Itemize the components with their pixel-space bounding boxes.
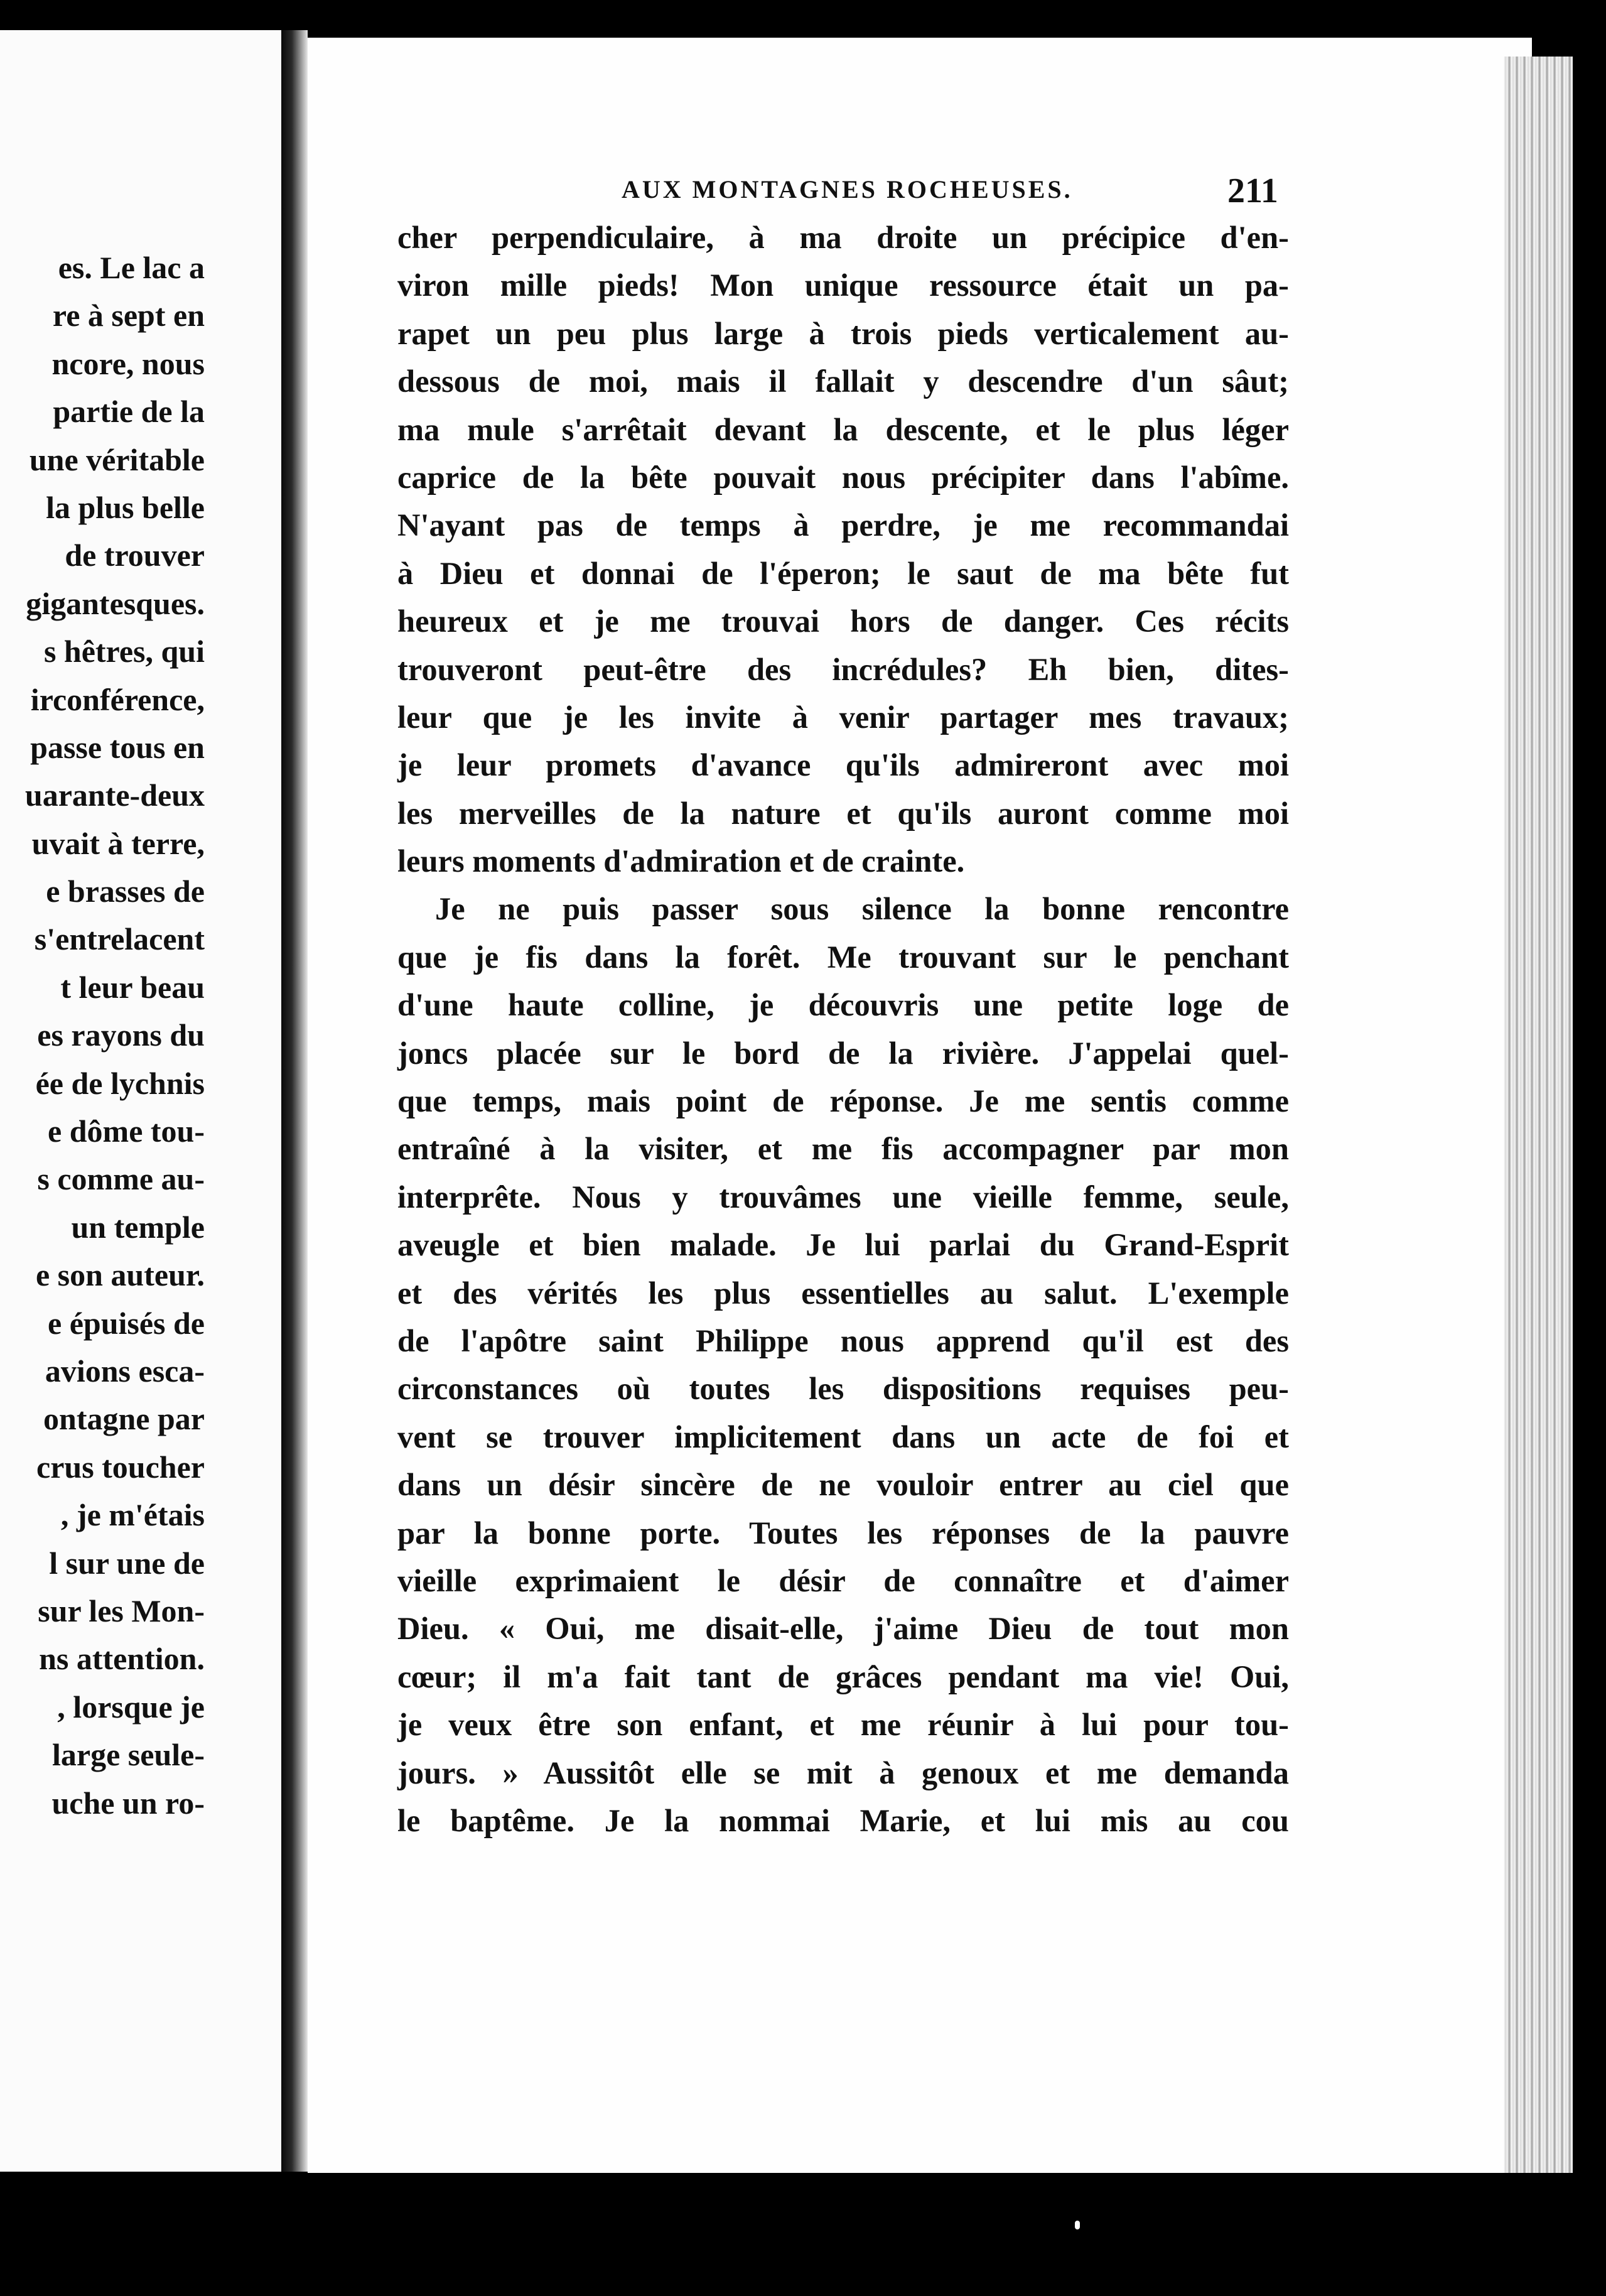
text-line: aveugle et bien malade. Je lui parlai du Grand-Esprit <box>397 1227 1289 1263</box>
text-line: rapet un peu plus large à trois pieds verticalement au- <box>397 315 1289 351</box>
text-line: de l'apôtre saint Philippe nous apprend qu'il est des <box>397 1323 1289 1358</box>
text-line: le baptême. Je la nommai Marie, et lui mis au cou <box>397 1802 1289 1838</box>
text-line: large seule- <box>52 1737 205 1773</box>
text-line: leurs moments d'admiration et de crainte. <box>397 843 965 879</box>
text-line: par la bonne porte. Toutes les réponses de la pauvre <box>397 1515 1289 1551</box>
scan-mark <box>1075 2221 1080 2229</box>
text-line: ontagne par <box>43 1401 205 1437</box>
text-line: leur que je les invite à venir partager mes travaux; <box>397 699 1289 735</box>
text-line: un temple <box>71 1209 205 1245</box>
text-line: , je m'étais <box>60 1497 205 1533</box>
text-line: s hêtres, qui <box>43 634 205 669</box>
text-line: avions esca- <box>45 1353 205 1389</box>
text-line: de trouver <box>65 538 205 573</box>
text-line: ma mule s'arrêtait devant la descente, et le plus léger <box>397 411 1289 447</box>
text-line: que je fis dans la forêt. Me trouvant sur le penchant <box>397 939 1289 975</box>
text-line: ée de lychnis <box>35 1065 205 1101</box>
text-line: vent se trouver implicitement dans un acte de foi et <box>397 1419 1289 1454</box>
text-line: e épuisés de <box>48 1305 205 1341</box>
left-page-text <box>0 244 205 1827</box>
page-number: 211 <box>1227 171 1278 210</box>
left-page-fragment <box>0 30 285 2172</box>
text-line: gigantesques. <box>26 585 205 621</box>
text-line: e dôme tou- <box>48 1113 205 1149</box>
text-line: et des vérités les plus essentielles au salut. L'exemple <box>397 1275 1289 1311</box>
text-line: sur les Mon- <box>38 1593 205 1628</box>
text-line: s'entrelacent <box>34 921 205 957</box>
text-line: une véritable <box>29 441 205 477</box>
text-line: irconférence, <box>30 681 205 717</box>
text-line: uvait à terre, <box>31 825 205 861</box>
text-line: Dieu. « Oui, me disait-elle, j'aime Dieu de tout mon <box>397 1611 1289 1647</box>
text-line: d'une haute colline, je découvris une petite loge de <box>397 987 1289 1023</box>
text-line: Je ne puis passer sous silence la bonne rencontre <box>435 891 1289 927</box>
text-line: e brasses de <box>46 874 205 909</box>
text-line: que temps, mais point de réponse. Je me sentis comme <box>397 1083 1289 1119</box>
text-line: passe tous en <box>30 729 205 765</box>
text-line: uche un ro- <box>51 1785 205 1821</box>
text-line: s comme au- <box>37 1161 205 1197</box>
text-line: t leur beau <box>60 969 205 1005</box>
text-line: vieille exprimaient le désir de connaître et d'aimer <box>397 1562 1289 1598</box>
scan-border-bottom <box>0 2173 1606 2296</box>
running-head: AUX MONTAGNES ROCHEUSES. <box>622 175 1073 203</box>
text-line: cœur; il m'a fait tant de grâces pendant ma vie! Oui, <box>397 1659 1289 1694</box>
text-line: la plus belle <box>46 489 205 525</box>
text-line: partie de la <box>53 394 205 430</box>
scan-border-right <box>1573 38 1606 2296</box>
text-line: N'ayant pas de temps à perdre, je me recommandai <box>397 507 1289 543</box>
book-gutter <box>281 30 308 2172</box>
text-line: trouveront peut-être des incrédules? Eh bien, dites- <box>397 651 1289 687</box>
text-line: joncs placée sur le bord de la rivière. J'appelai quel- <box>397 1035 1289 1071</box>
text-line: dans un désir sincère de ne vouloir entrer au ciel que <box>397 1467 1289 1503</box>
text-line: es. Le lac a <box>58 250 205 285</box>
text-line: e son auteur. <box>35 1257 205 1293</box>
text-line: , lorsque je <box>57 1689 205 1725</box>
text-line: ncore, nous <box>51 345 205 381</box>
text-line: les merveilles de la nature et qu'ils auront comme moi <box>397 795 1289 831</box>
text-line: l sur une de <box>49 1545 205 1581</box>
text-line: crus toucher <box>36 1449 205 1485</box>
text-line: caprice de la bête pouvait nous précipiter dans l'abîme. <box>397 459 1289 495</box>
text-line: heureux et je me trouvai hors de danger. Ces récits <box>397 604 1289 639</box>
text-line: dessous de moi, mais il fallait y descendre d'un sâut; <box>397 364 1289 399</box>
text-line: es rayons du <box>37 1017 205 1053</box>
text-line: circonstances où toutes les dispositions requises peu- <box>397 1371 1289 1407</box>
text-line: je veux être son enfant, et me réunir à lui pour tou- <box>397 1707 1289 1743</box>
text-line: viron mille pieds! Mon unique ressource était un pa- <box>397 268 1289 303</box>
text-line: cher perpendiculaire, à ma droite un précipice d'en- <box>397 220 1289 255</box>
paragraph-1 <box>397 214 1289 885</box>
text-line: interprête. Nous y trouvâmes une vieille femme, seule, <box>397 1179 1289 1215</box>
text-line: entraîné à la visiter, et me fis accompagner par mon <box>397 1131 1289 1167</box>
page-edge-stack <box>1504 57 1579 2204</box>
text-line: jours. » Aussitôt elle se mit à genoux et me demanda <box>397 1755 1289 1790</box>
text-line: ns attention. <box>39 1641 205 1677</box>
paragraph-2 <box>397 885 1289 1844</box>
text-line: je leur promets d'avance qu'ils admireront avec moi <box>397 747 1289 783</box>
page-body-text <box>397 214 1289 1844</box>
text-line: à Dieu et donnai de l'éperon; le saut de ma bête fut <box>397 555 1289 591</box>
text-line: uarante-deux <box>24 777 205 813</box>
text-line: re à sept en <box>52 298 205 333</box>
